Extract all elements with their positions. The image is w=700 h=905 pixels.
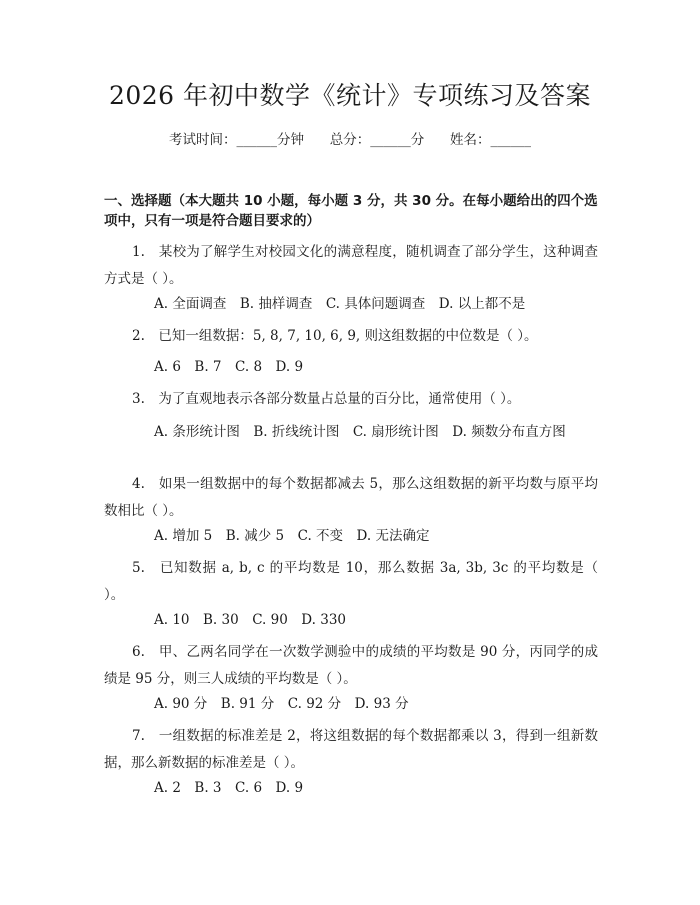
- question-6-options: A. 90 分 B. 91 分 C. 92 分 D. 93 分: [154, 696, 409, 712]
- section-heading-line-2: 项中，只有一项是符合题目要求的）: [104, 213, 320, 229]
- question-3-stem: 3. 为了直观地表示各部分数量占总量的百分比，通常使用（ ）。: [132, 391, 521, 407]
- question-4-stem: 4. 如果一组数据中的每个数据都减去 5，那么这组数据的新平均数与原平均数相比（ ）。: [104, 476, 598, 519]
- section-heading-line-1: 一、选择题（本大题共 10 小题，每小题 3 分，共 30 分。在每小题给出的四个选: [104, 193, 598, 209]
- question-2-options: A. 6 B. 7 C. 8 D. 9: [154, 359, 304, 375]
- question-5-stem: 5. 已知数据 a, b, c 的平均数是 10，那么数据 3a, 3b, 3c 的平均数是（ ）。: [104, 560, 598, 603]
- question-6-stem: 6. 甲、乙两名同学在一次数学测验中的成绩的平均数是 90 分，丙同学的成绩是 95 分，则三人成绩的平均数是（ ）。: [104, 644, 598, 687]
- question-3-options: A. 条形统计图 B. 折线统计图 C. 扇形统计图 D. 频数分布直方图: [154, 424, 566, 440]
- exam-info-line: 考试时间：______分钟 总分：______分 姓名：______: [169, 132, 531, 148]
- question-2-stem: 2. 已知一组数据：5, 8, 7, 10, 6, 9, 则这组数据的中位数是（ ）。: [132, 328, 538, 344]
- question-1-stem: 1. 某校为了解学生对校园文化的满意程度，随机调查了部分学生，这种调查方式是（ ）。: [104, 244, 598, 287]
- question-5-options: A. 10 B. 30 C. 90 D. 330: [154, 612, 346, 628]
- page-title: 2026 年初中数学《统计》专项练习及答案: [108, 81, 592, 110]
- question-7-stem: 7. 一组数据的标准差是 2，将这组数据的每个数据都乘以 3，得到一组新数据，那么新数据的标准差是（ ）。: [104, 728, 598, 771]
- question-1-options: A. 全面调查 B. 抽样调查 C. 具体问题调查 D. 以上都不是: [154, 296, 526, 312]
- question-7-options: A. 2 B. 3 C. 6 D. 9: [154, 780, 304, 796]
- question-4-options: A. 增加 5 B. 减少 5 C. 不变 D. 无法确定: [154, 528, 430, 544]
